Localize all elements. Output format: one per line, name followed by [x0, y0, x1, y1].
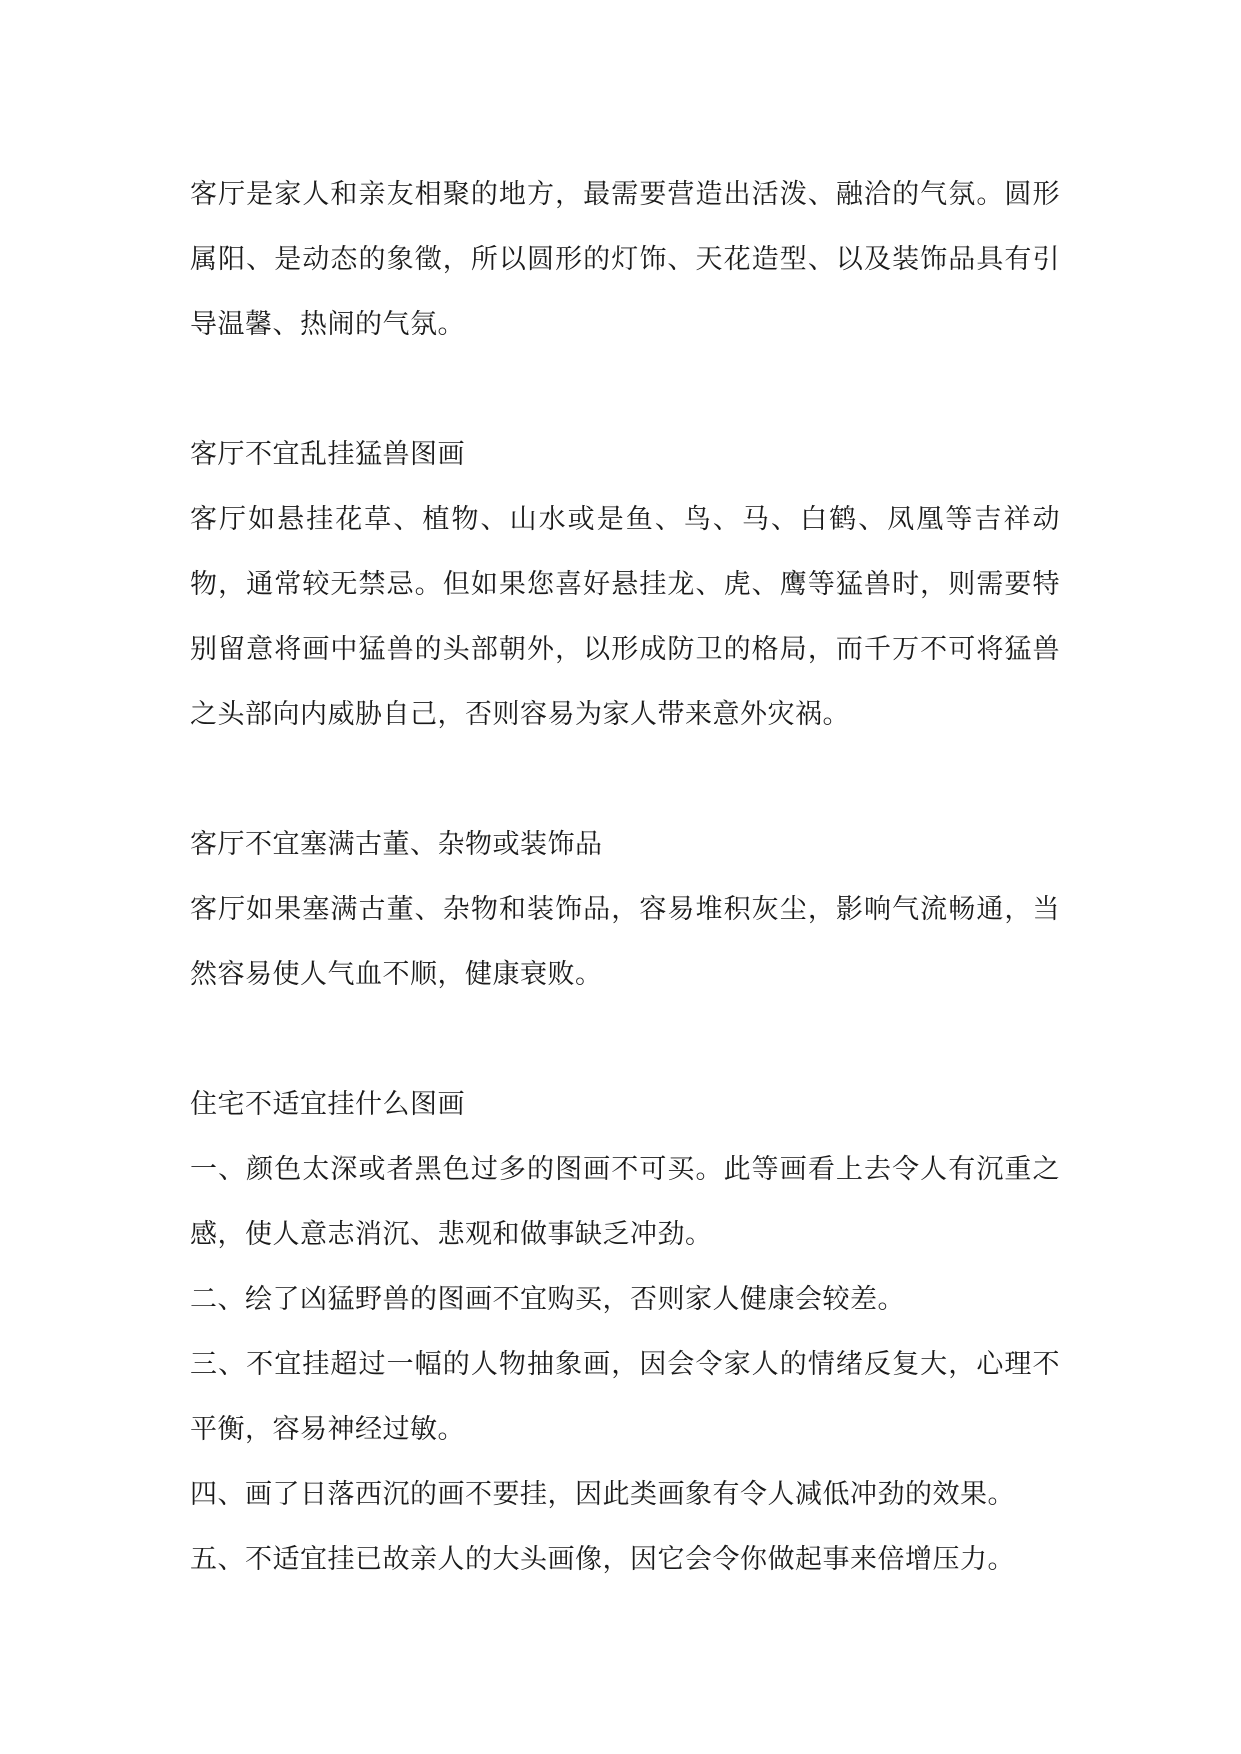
intro-paragraph: 客厅是家人和亲友相聚的地方，最需要营造出活泼、融洽的气氛。圆形属阳、是动态的象徵，所以圆形的灯饰、天花造型、以及装饰品具有引导温馨、热闹的气氛。: [190, 179, 1060, 340]
section-paragraph: 客厅如果塞满古董、杂物和装饰品，容易堆积灰尘，影响气流畅通，当然容易使人气血不顺，健康衰败。: [190, 894, 1060, 990]
list-item: 三、不宜挂超过一幅的人物抽象画，因会令家人的情绪反复大，心理不平衡，容易神经过敏。: [190, 1349, 1060, 1445]
list-item: 四、画了日落西沉的画不要挂，因此类画象有令人减低冲劲的效果。: [190, 1479, 1015, 1510]
section-heading: 住宅不适宜挂什么图画: [190, 1089, 465, 1120]
list-item: 五、不适宜挂已故亲人的大头画像，因它会令你做起事来倍增压力。: [190, 1544, 1015, 1575]
section-unsuitable-paintings: [190, 1072, 1060, 1592]
section-heading: 客厅不宜塞满古董、杂物或装饰品: [190, 829, 603, 860]
list-item: 一、颜色太深或者黑色过多的图画不可买。此等画看上去令人有沉重之感，使人意志消沉、悲观和做事缺乏冲劲。: [190, 1154, 1060, 1250]
document-body: [190, 162, 1060, 1592]
section-paragraph: 客厅如悬挂花草、植物、山水或是鱼、鸟、马、白鹤、凤凰等吉祥动物，通常较无禁忌。但如果您喜好悬挂龙、虎、鹰等猛兽时，则需要特别留意将画中猛兽的头部朝外，以形成防卫的格局，而千万不可将猛兽之头部向内威胁自己，否则容易为家人带来意外灾祸。: [190, 504, 1060, 730]
list-item: 二、绘了凶猛野兽的图画不宜购买，否则家人健康会较差。: [190, 1284, 905, 1315]
section-fierce-beast-paintings: [190, 422, 1060, 747]
section-clutter: [190, 812, 1060, 1007]
intro-section: [190, 162, 1060, 357]
section-heading: 客厅不宜乱挂猛兽图画: [190, 439, 465, 470]
